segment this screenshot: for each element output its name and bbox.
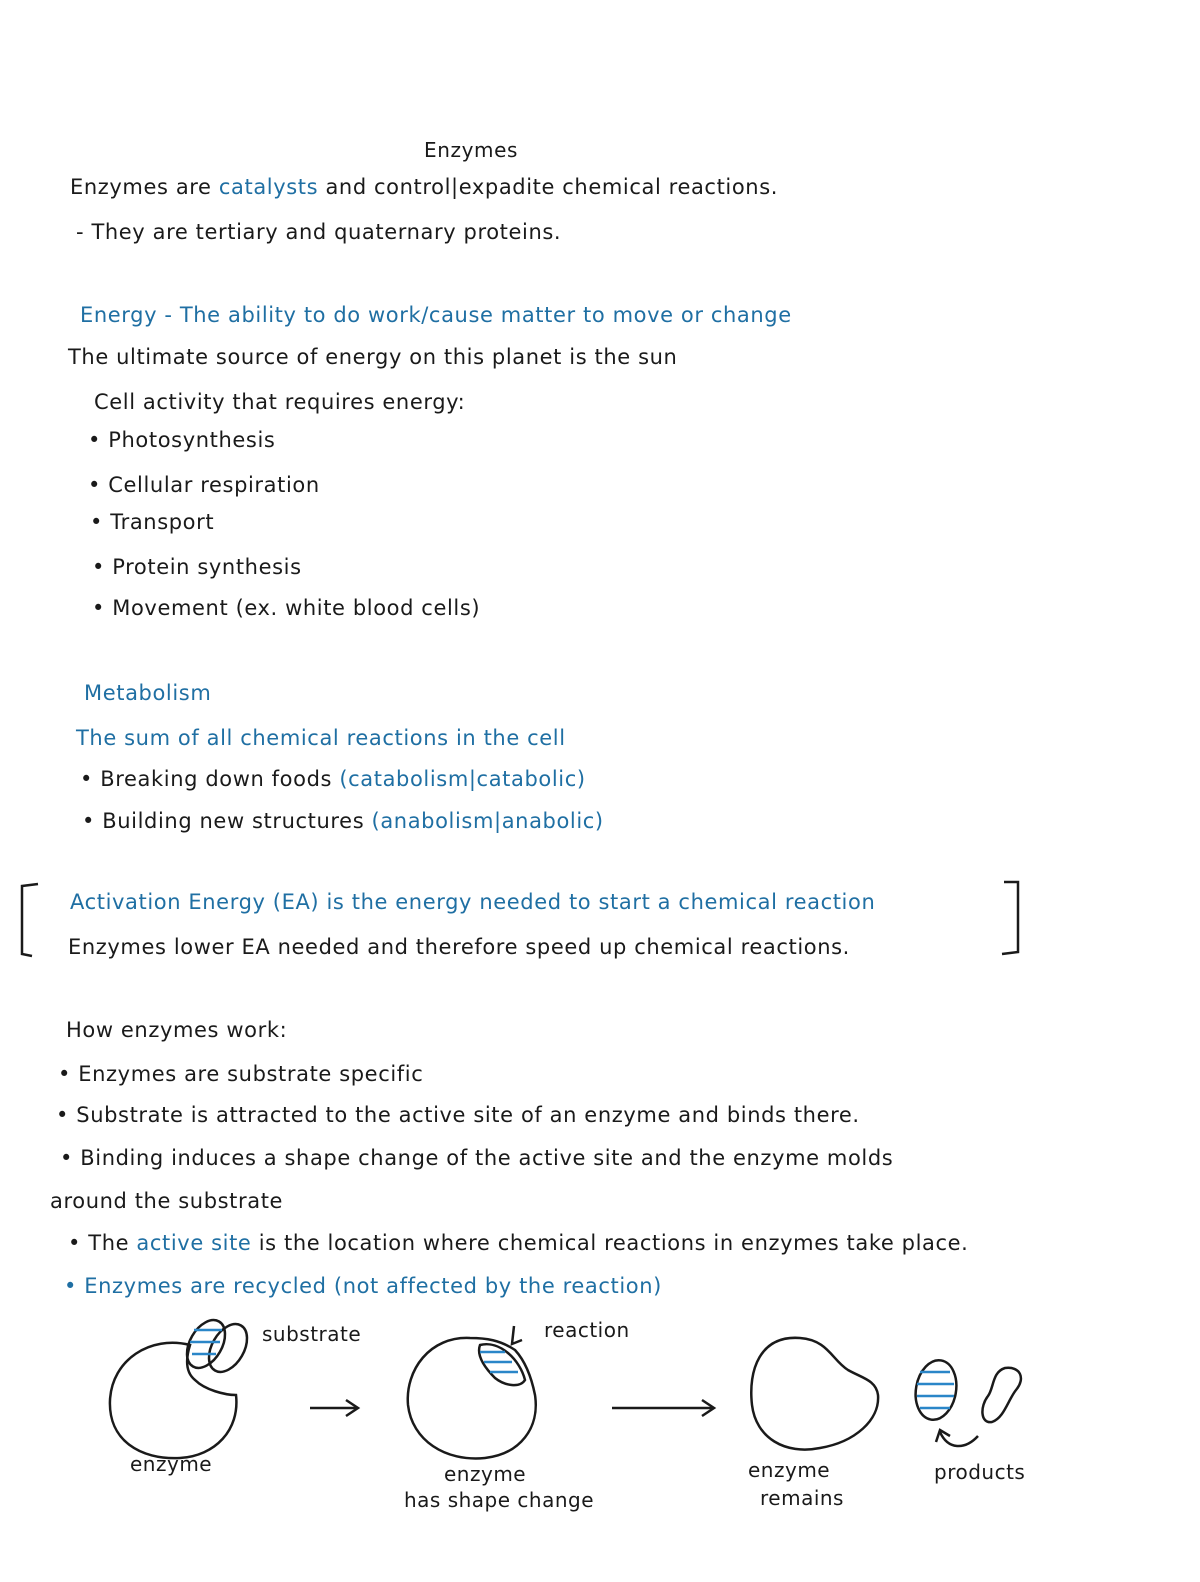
metabolism-heading: Metabolism: [84, 681, 212, 705]
active-site-term: active site: [136, 1231, 252, 1255]
how-bullet: • Binding induces a shape change of the active site and the enzyme molds: [60, 1146, 894, 1170]
how-bullet: • Substrate is attracted to the active site of an enzyme and binds there.: [56, 1103, 860, 1127]
activity-item: • Photosynthesis: [88, 428, 276, 452]
activity-item: • Transport: [90, 510, 215, 534]
catabolism-term: (catabolism|catabolic): [339, 767, 586, 791]
recycled-note: (not affected by the reaction): [333, 1274, 662, 1298]
recycled-text: • Enzymes are recycled: [64, 1274, 327, 1298]
anabolism-term: (anabolism|anabolic): [371, 809, 604, 833]
activation-definition: Activation Energy (EA) is the energy needed to start a chemical reaction: [70, 890, 876, 914]
activity-item: • Movement (ex. white blood cells): [92, 596, 481, 620]
product-shape-1: [911, 1357, 961, 1423]
enzyme-label: enzyme: [130, 1452, 213, 1476]
activity-item: • Protein synthesis: [92, 555, 302, 579]
arrow-icon: [612, 1400, 714, 1416]
activation-enzymes-note: Enzymes lower EA needed and therefore speed up chemical reactions.: [68, 935, 850, 959]
page-title: Enzymes: [424, 138, 519, 162]
activity-intro: Cell activity that requires energy:: [94, 390, 466, 414]
enzyme-change-label: enzyme: [444, 1462, 527, 1486]
anabolism-text: • Building new structures: [82, 809, 365, 833]
curved-arrow-icon: [936, 1430, 978, 1446]
energy-source: The ultimate source of energy on this planet is the sun: [68, 345, 678, 369]
remains-label: remains: [760, 1486, 844, 1510]
intro-text-c: and control|expadite chemical reactions.: [325, 175, 779, 199]
how-bullet: • Enzymes are substrate specific: [58, 1062, 424, 1086]
products-label: products: [934, 1460, 1026, 1484]
active-site-text-a: • The: [68, 1231, 130, 1255]
how-heading: How enzymes work:: [66, 1018, 288, 1042]
enzyme-shape-3: [751, 1338, 878, 1450]
reaction-label: reaction: [544, 1318, 630, 1342]
energy-heading: Energy - The ability to do work/cause matter to move or change: [80, 303, 792, 327]
enzyme-remains-label: enzyme: [748, 1458, 831, 1482]
substrate-label: substrate: [262, 1322, 362, 1346]
intro-text-a: Enzymes are: [70, 175, 212, 199]
catabolism-text: • Breaking down foods: [80, 767, 333, 791]
enzyme-shape-2: [408, 1338, 536, 1459]
activity-item: • Cellular respiration: [88, 473, 320, 497]
arrow-icon: [310, 1400, 358, 1416]
product-shape-2: [982, 1368, 1021, 1422]
intro-line-2: - They are tertiary and quaternary proteins.: [76, 220, 562, 244]
shape-change-label: has shape change: [404, 1488, 595, 1512]
active-site-text-c: is the location where chemical reactions in enzymes take place.: [258, 1231, 969, 1255]
how-bullet-continued: around the substrate: [50, 1189, 284, 1213]
catalysts-term: catalysts: [218, 175, 319, 199]
metabolism-definition: The sum of all chemical reactions in the cell: [76, 726, 566, 750]
enzyme-shape-1: [110, 1343, 237, 1458]
